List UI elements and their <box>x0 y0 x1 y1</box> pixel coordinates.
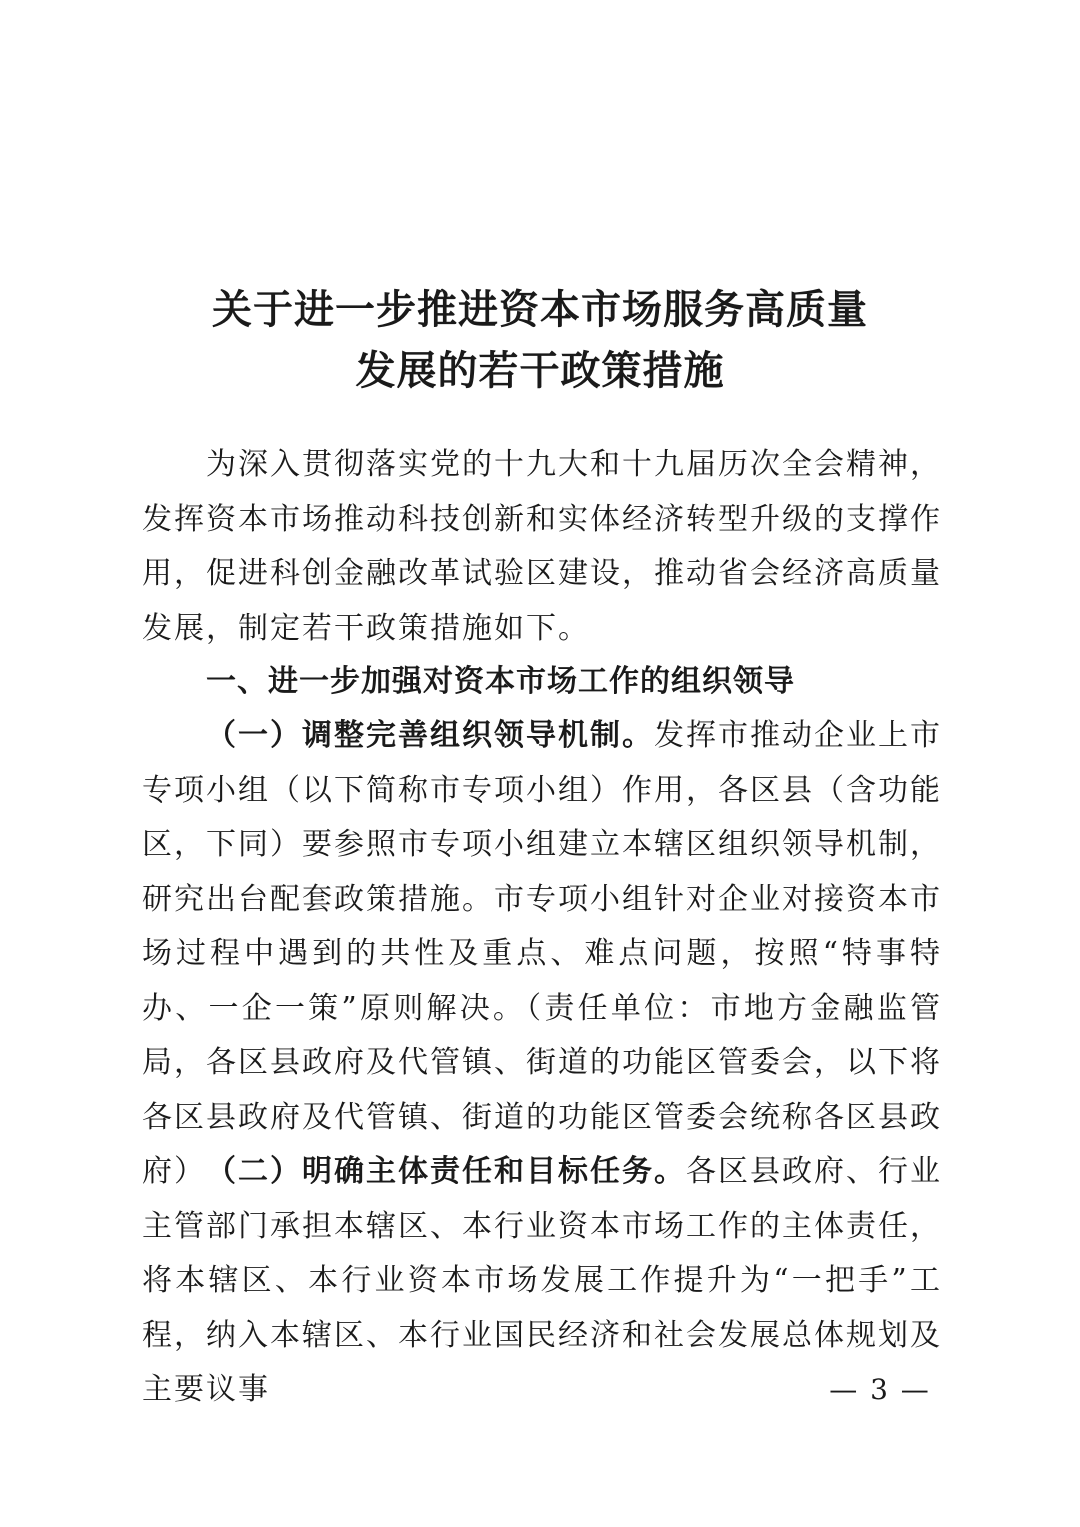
item-1-heading: （一）调整完善组织领导机制。 <box>206 718 654 753</box>
item-2-text: 各区县政府、行业主管部门承担本辖区、本行业资本市场工作的主体责任，将本辖区、本行业资本市场发展工作提升为“一把手”工程，纳入本辖区、本行业国民经济和社会发展总体规划及主要议事 <box>142 1154 942 1407</box>
section-heading-1: 一、进一步加强对资本市场工作的组织领导 <box>206 664 795 699</box>
item-1-paragraph <box>142 709 942 1200</box>
page-number: — 3 — <box>829 1373 931 1406</box>
document-title-line-1: 关于进一步推进资本市场服务高质量 <box>212 287 868 333</box>
intro-paragraph: 为深入贯彻落实党的十九大和十九届历次全会精神，发挥资本市场推动科技创新和实体经济转型升级的支撑作用，促进科创金融改革试验区建设，推动省会经济高质量发展，制定若干政策措施如下。 <box>142 447 942 646</box>
item-2-heading: （二）明确主体责任和目标任务。 <box>206 1154 686 1189</box>
item-1-text: 发挥市推动企业上市专项小组（以下简称市专项小组）作用，各区县（含功能区，下同）要参照市专项小组建立本辖区组织领导机制，研究出台配套政策措施。市专项小组针对企业对接资本市场过程中遇到的共性及重点、难点问题，按照“特事特办、一企一策”原则解决。（责任单位：市地方金融监管局，各区县政府及代管镇、街道的功能区管委会，以下将各区县政府及代管镇、街道的功能区管委会统称各区县政府） <box>142 718 942 1189</box>
document-title-line-2: 发展的若干政策措施 <box>355 348 725 394</box>
